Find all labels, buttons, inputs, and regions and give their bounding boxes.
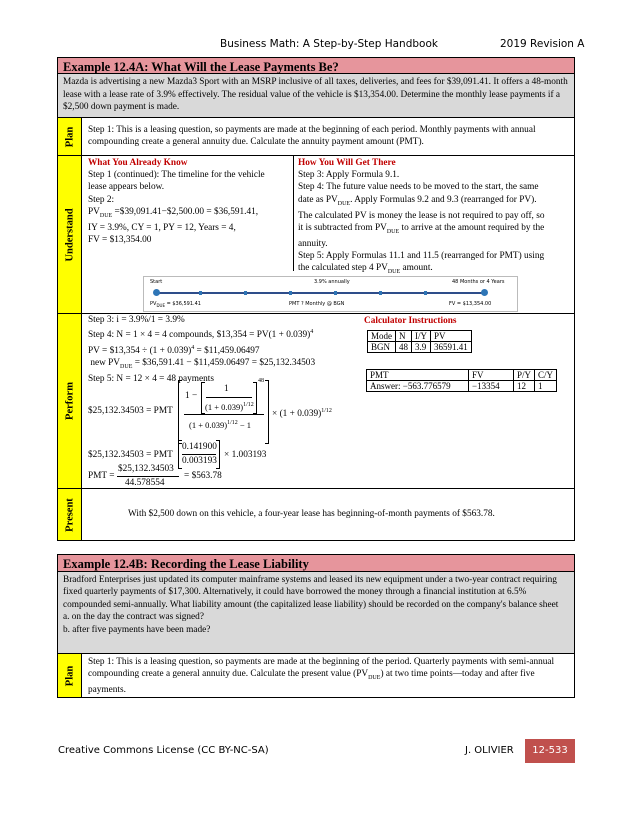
- timeline-tick: [244, 291, 247, 295]
- timeline-tick: [289, 291, 292, 295]
- license: Creative Commons License (CC BY-NC-SA): [58, 745, 269, 756]
- eq1-inner-num: 1: [224, 384, 229, 394]
- timeline-end: 48 Months or 4 Years: [452, 279, 505, 285]
- eq3-den: 44.578554: [125, 478, 165, 488]
- eq2-den: 0.003193: [182, 456, 217, 466]
- timeline-start-dot: [153, 289, 160, 296]
- table-cell: −13354: [469, 381, 514, 392]
- plan-label-b: Plan: [58, 654, 82, 697]
- table-cell: N: [396, 331, 412, 342]
- timeline-tick: [199, 291, 202, 295]
- divider: [58, 488, 574, 489]
- table-cell: 3.9: [412, 342, 431, 353]
- table-cell: I/Y: [412, 331, 431, 342]
- know-column: What You Already Know Step 1 (continued): The timeline for the vehicle lease appears below. Step 2: $PV_{DUE}$ =$39,091.41−$2,500.00 = $36,591.41, IY = 3.9%, CY = 1, PY = 12, Years = 4, FV = $13,354.00: [88, 158, 265, 246]
- eq2-post: × 1.003193: [224, 450, 267, 460]
- plan-text-b: Step 1: This is a leasing question, so payments are made at the beginning of the period. Quarterly payments with semi-annual compounding create a general annuity due. Calculate the present value $(PV_{DUE})$ at two time points—today and after five payments.: [88, 657, 555, 696]
- bracket-right: [265, 380, 269, 444]
- book-title: Business Math: A Step-by-Step Handbook: [220, 38, 438, 50]
- table-cell: 48: [396, 342, 412, 353]
- eq1-inner-den: $(1 + 0.039)^{1/12}$: [205, 401, 254, 412]
- table-cell: C/Y: [535, 370, 557, 381]
- calc-heading: Calculator Instructions: [364, 316, 457, 326]
- example-a-problem: Mazda is advertising a new Mazda3 Sport with an MSRP inclusive of all taxes, deliveries, and fees for $39,091.41. It offers a 48-month lease with a lease rate of 3.9% effectively. The residual value of the vehicle is $13,354.00. Determine the monthly lease payments if a $2,500 down payment is made.: [58, 74, 574, 118]
- timeline-axis: [156, 292, 484, 294]
- table-row: [367, 381, 557, 392]
- example-b-problem: Bradford Enterprises just updated its computer mainframe systems and leased its new equipment under a two-year contract requiring fixed quarterly payments of $17,300. Alternatively, it could have borrowed the money through a financial institution at 6.5% compounded semi-annually. What liability amount (the capitalized lease liability) should be recorded on the company's balance sheet a. on the day the contract was signed? b. after five payments have been made?: [58, 572, 574, 654]
- example-a-title: Example 12.4A: What Will the Lease Payments Be?: [58, 58, 574, 74]
- present-label: Present: [58, 489, 82, 540]
- present-text: With $2,500 down on this vehicle, a four-year lease has beginning-of-month payments of $563.78.: [128, 509, 495, 519]
- page-number: 12-533: [525, 739, 575, 763]
- frac-bar: [206, 397, 252, 398]
- understand-label: Understand: [58, 156, 82, 313]
- author: J. OLIVIER: [465, 745, 514, 756]
- eq1-den: $(1 + 0.039)^{1/12} - 1$: [189, 419, 252, 430]
- main-frac-bar: [184, 414, 264, 415]
- perform-label: Perform: [58, 314, 82, 488]
- timeline-tick: [424, 291, 427, 295]
- table-cell: Answer: −563.776579: [367, 381, 469, 392]
- timeline-pv: $PV_{DUE}$ = $36,591.41: [150, 301, 201, 308]
- eq3-post: = $563.78: [184, 471, 222, 481]
- table-cell: P/Y: [514, 370, 535, 381]
- table-cell: 36591.41: [431, 342, 472, 353]
- table-row: [368, 331, 472, 342]
- column-divider: [293, 156, 294, 271]
- table-cell: FV: [469, 370, 514, 381]
- eq1-outer-exp: 48: [258, 378, 264, 384]
- calc-table-1: [367, 330, 472, 353]
- table-row: [367, 370, 557, 381]
- perform-steps: Step 3: i = 3.9%/1 = 3.9% Step 4: N = 1 × 4 = 4 compounds, $13,354 = $PV(1 + 0.039)^4$ PV = $13,354 ÷ $(1 + 0.039)^4$ = $11,459.06497 new $PV_{DUE}$ = $36,591.41 − $11,459.06497 = $25,132.34503 Step 5: N = 12 × 4 = 48 payments: [88, 315, 316, 384]
- timeline-tick: [379, 291, 382, 295]
- get-column: How You Will Get There Step 3: Apply Formula 9.1. Step 4: The future value needs to be moved to the start, the same date as $PV_{DUE}$. Apply Formulas 9.2 and 9.3 (rearranged for PV). The calculated PV is money the lease is not required to pay off, so it is subtracted from $PV_{DUE}$ to arrive at the amount required by the annuity. Step 5: Apply Formulas 11.1 and 11.5 (rearranged for PMT) using the calculated step 4 $PV_{DUE}$ amount.: [298, 158, 545, 276]
- timeline-fv: FV = $13,354.00: [449, 301, 492, 307]
- table-cell: PV: [431, 331, 472, 342]
- eq1-times: × $(1 + 0.039)^{1/12}$: [272, 408, 332, 420]
- table-cell: 1: [535, 381, 557, 392]
- calc-table-2: [366, 369, 557, 392]
- divider: [58, 155, 574, 156]
- timeline-start: Start: [150, 279, 163, 285]
- table-cell: PMT: [367, 370, 469, 381]
- timeline-rate: 3.9% annually: [314, 279, 350, 285]
- timeline: [143, 276, 518, 312]
- table-cell: Mode: [368, 331, 396, 342]
- eq2-lhs: $25,132.34503 = PMT: [88, 450, 173, 460]
- eq2-num: 0.141900: [182, 442, 217, 452]
- plan-label-a: Plan: [58, 118, 82, 156]
- table-cell: 12: [514, 381, 535, 392]
- eq3-num: $25,132.34503: [118, 464, 174, 474]
- eq1-one-minus: 1 −: [185, 391, 198, 401]
- timeline-tick: [334, 291, 337, 295]
- revision: 2019 Revision A: [500, 38, 585, 50]
- bracket-left: [178, 380, 182, 444]
- example-b-title: Example 12.4B: Recording the Lease Liability: [58, 555, 574, 572]
- timeline-pmt: PMT ? Monthly @ BGN: [289, 301, 345, 307]
- timeline-end-dot: [481, 289, 488, 296]
- table-cell: BGN: [368, 342, 396, 353]
- eq3-lhs: PMT =: [88, 471, 115, 481]
- table-row: [368, 342, 472, 353]
- eq1-lhs: $25,132.34503 = PMT: [88, 406, 173, 416]
- plan-text-a: Step 1: This is a leasing question, so payments are made at the beginning of each period. Monthly payments with annual compounding create a general annuity due. Calculate the annuity payment amount (PMT).: [88, 125, 536, 148]
